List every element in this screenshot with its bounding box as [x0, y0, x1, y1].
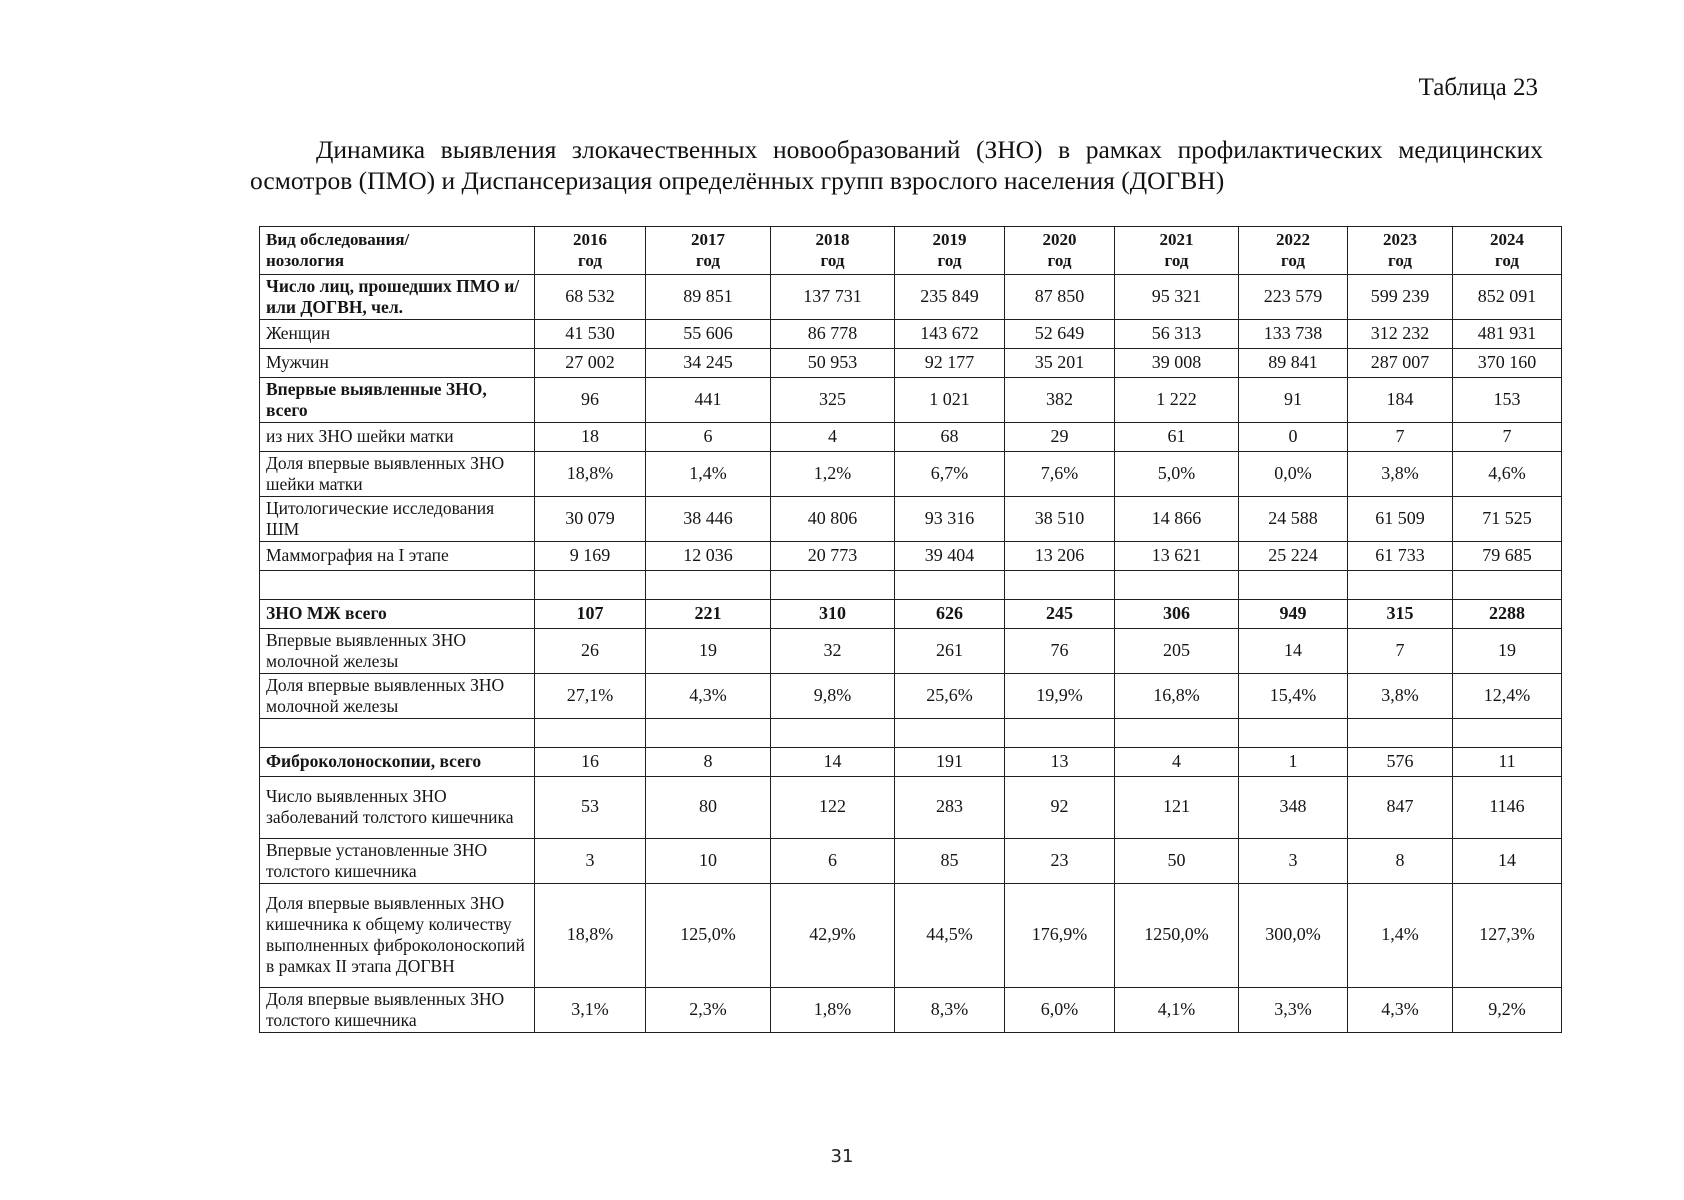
cell-2021: 4,1%	[1115, 987, 1239, 1032]
cell-2023	[1348, 718, 1453, 747]
cell-2019: 143 672	[895, 319, 1005, 348]
cell-2016: 18	[535, 422, 646, 451]
cell-2018: 32	[771, 628, 895, 673]
header-year-value: 2016	[573, 230, 607, 249]
page-number: 31	[830, 1146, 854, 1167]
statistics-table	[259, 226, 1562, 1033]
cell-2022: 133 738	[1239, 319, 1348, 348]
cell-2021: 50	[1115, 838, 1239, 883]
header-year-unit: год	[578, 251, 602, 271]
cell-2017: 10	[646, 838, 771, 883]
cell-2016: 18,8%	[535, 451, 646, 496]
row-label: Впервые выявленные ЗНО, всего	[260, 377, 535, 422]
cell-2017: 221	[646, 599, 771, 628]
cell-2017: 6	[646, 422, 771, 451]
cell-2023: 7	[1348, 422, 1453, 451]
header-year-2018	[771, 227, 895, 275]
header-year-unit: год	[1281, 251, 1305, 271]
header-year-value: 2021	[1159, 230, 1194, 249]
cell-2022: 0	[1239, 422, 1348, 451]
header-year-2020	[1005, 227, 1115, 275]
header-year-value: 2022	[1276, 230, 1310, 249]
cell-2020: 7,6%	[1005, 451, 1115, 496]
cell-2024: 370 160	[1453, 348, 1562, 377]
row-label: Фиброколоноскопии, всего	[260, 747, 535, 776]
header-year-value: 2020	[1042, 230, 1077, 249]
cell-2024: 852 091	[1453, 274, 1562, 319]
cell-2019: 261	[895, 628, 1005, 673]
cell-2019: 92 177	[895, 348, 1005, 377]
header-examination-type-line1: Вид обследования/	[266, 230, 410, 249]
cell-2024: 71 525	[1453, 496, 1562, 541]
row-label: Цитологические исследования ШМ	[260, 496, 535, 541]
cell-2022: 15,4%	[1239, 673, 1348, 718]
cell-2016: 27,1%	[535, 673, 646, 718]
cell-2020: 13	[1005, 747, 1115, 776]
cell-2016: 30 079	[535, 496, 646, 541]
cell-2019: 85	[895, 838, 1005, 883]
cell-2019	[895, 570, 1005, 599]
table-row	[260, 274, 1562, 319]
cell-2019: 235 849	[895, 274, 1005, 319]
cell-2020: 245	[1005, 599, 1115, 628]
table-row	[260, 673, 1562, 718]
cell-2017: 1,4%	[646, 451, 771, 496]
header-year-value: 2019	[932, 230, 967, 249]
cell-2021: 5,0%	[1115, 451, 1239, 496]
cell-2016: 16	[535, 747, 646, 776]
cell-2023: 7	[1348, 628, 1453, 673]
cell-2022	[1239, 570, 1348, 599]
cell-2019: 39 404	[895, 541, 1005, 570]
cell-2021: 61	[1115, 422, 1239, 451]
cell-2021: 205	[1115, 628, 1239, 673]
cell-2024: 1146	[1453, 776, 1562, 838]
cell-2018: 122	[771, 776, 895, 838]
cell-2023: 4,3%	[1348, 987, 1453, 1032]
cell-2021	[1115, 570, 1239, 599]
header-year-2024	[1453, 227, 1562, 275]
cell-2016: 27 002	[535, 348, 646, 377]
cell-2023: 61 733	[1348, 541, 1453, 570]
cell-2017: 55 606	[646, 319, 771, 348]
cell-2020	[1005, 570, 1115, 599]
cell-2016: 3	[535, 838, 646, 883]
cell-2023: 184	[1348, 377, 1453, 422]
cell-2023: 576	[1348, 747, 1453, 776]
table-title: Динамика выявления злокачественных новообразований (ЗНО) в рамках профилактических медицинских осмотров (ПМО) и Диспансеризация определённых групп взрослого населения (ДОГВН)	[250, 135, 1543, 196]
cell-2023: 287 007	[1348, 348, 1453, 377]
cell-2016: 68 532	[535, 274, 646, 319]
cell-2022: 348	[1239, 776, 1348, 838]
cell-2020: 76	[1005, 628, 1115, 673]
row-label: из них ЗНО шейки матки	[260, 422, 535, 451]
cell-2017: 19	[646, 628, 771, 673]
cell-2024: 19	[1453, 628, 1562, 673]
header-year-2019	[895, 227, 1005, 275]
table-row	[260, 451, 1562, 496]
cell-2024: 2288	[1453, 599, 1562, 628]
cell-2018: 325	[771, 377, 895, 422]
cell-2024: 9,2%	[1453, 987, 1562, 1032]
cell-2018: 1,8%	[771, 987, 895, 1032]
table-row	[260, 883, 1562, 987]
row-label	[260, 570, 535, 599]
cell-2022: 949	[1239, 599, 1348, 628]
cell-2016: 107	[535, 599, 646, 628]
header-year-unit: год	[1047, 251, 1072, 271]
cell-2020: 6,0%	[1005, 987, 1115, 1032]
cell-2016	[535, 570, 646, 599]
cell-2023: 3,8%	[1348, 451, 1453, 496]
header-year-unit: год	[937, 251, 962, 271]
cell-2019	[895, 718, 1005, 747]
cell-2018: 20 773	[771, 541, 895, 570]
row-label: Доля впервые выявленных ЗНО толстого кишечника	[260, 987, 535, 1032]
cell-2022: 25 224	[1239, 541, 1348, 570]
table-row	[260, 599, 1562, 628]
cell-2020: 23	[1005, 838, 1115, 883]
table-row	[260, 838, 1562, 883]
cell-2020: 35 201	[1005, 348, 1115, 377]
cell-2021: 306	[1115, 599, 1239, 628]
cell-2018: 310	[771, 599, 895, 628]
row-label: Впервые выявленных ЗНО молочной железы	[260, 628, 535, 673]
cell-2024: 127,3%	[1453, 883, 1562, 987]
table-row	[260, 541, 1562, 570]
header-year-value: 2018	[815, 230, 850, 249]
cell-2024: 79 685	[1453, 541, 1562, 570]
header-year-2017	[646, 227, 771, 275]
table-row	[260, 348, 1562, 377]
cell-2020: 38 510	[1005, 496, 1115, 541]
cell-2024: 4,6%	[1453, 451, 1562, 496]
cell-2022: 223 579	[1239, 274, 1348, 319]
cell-2023: 8	[1348, 838, 1453, 883]
header-year-value: 2023	[1383, 230, 1417, 249]
cell-2023: 1,4%	[1348, 883, 1453, 987]
cell-2019: 191	[895, 747, 1005, 776]
cell-2022: 89 841	[1239, 348, 1348, 377]
header-year-unit: год	[1164, 251, 1189, 271]
cell-2018: 137 731	[771, 274, 895, 319]
table-number-label: Таблица 23	[1418, 74, 1538, 101]
cell-2019: 68	[895, 422, 1005, 451]
cell-2017: 441	[646, 377, 771, 422]
cell-2020: 176,9%	[1005, 883, 1115, 987]
cell-2018: 50 953	[771, 348, 895, 377]
cell-2017: 12 036	[646, 541, 771, 570]
cell-2016: 53	[535, 776, 646, 838]
table-row	[260, 422, 1562, 451]
table-body	[260, 274, 1562, 1032]
row-label: Мужчин	[260, 348, 535, 377]
cell-2018	[771, 718, 895, 747]
cell-2017: 8	[646, 747, 771, 776]
cell-2017: 38 446	[646, 496, 771, 541]
cell-2020: 52 649	[1005, 319, 1115, 348]
cell-2017: 4,3%	[646, 673, 771, 718]
row-label	[260, 718, 535, 747]
cell-2023: 315	[1348, 599, 1453, 628]
cell-2020: 13 206	[1005, 541, 1115, 570]
cell-2024	[1453, 718, 1562, 747]
cell-2024: 481 931	[1453, 319, 1562, 348]
table-header-row	[260, 227, 1562, 275]
header-year-unit: год	[820, 251, 845, 271]
cell-2024	[1453, 570, 1562, 599]
cell-2017: 2,3%	[646, 987, 771, 1032]
table-row	[260, 628, 1562, 673]
cell-2021	[1115, 718, 1239, 747]
cell-2022: 91	[1239, 377, 1348, 422]
cell-2018: 4	[771, 422, 895, 451]
header-year-2023	[1348, 227, 1453, 275]
row-label: Число лиц, прошедших ПМО и/или ДОГВН, чел.	[260, 274, 535, 319]
cell-2021: 39 008	[1115, 348, 1239, 377]
cell-2022: 24 588	[1239, 496, 1348, 541]
table-row	[260, 718, 1562, 747]
cell-2019: 44,5%	[895, 883, 1005, 987]
cell-2017: 34 245	[646, 348, 771, 377]
table-row	[260, 319, 1562, 348]
cell-2023: 847	[1348, 776, 1453, 838]
cell-2023: 3,8%	[1348, 673, 1453, 718]
cell-2020	[1005, 718, 1115, 747]
cell-2018: 86 778	[771, 319, 895, 348]
table-row	[260, 747, 1562, 776]
cell-2019: 8,3%	[895, 987, 1005, 1032]
cell-2024: 153	[1453, 377, 1562, 422]
header-year-unit: год	[696, 251, 720, 271]
cell-2021: 56 313	[1115, 319, 1239, 348]
cell-2020: 19,9%	[1005, 673, 1115, 718]
cell-2018: 40 806	[771, 496, 895, 541]
cell-2018: 9,8%	[771, 673, 895, 718]
cell-2019: 1 021	[895, 377, 1005, 422]
row-label: Число выявленных ЗНО заболеваний толстого кишечника	[260, 776, 535, 838]
cell-2021: 1250,0%	[1115, 883, 1239, 987]
cell-2024: 11	[1453, 747, 1562, 776]
row-label: Женщин	[260, 319, 535, 348]
row-label: Маммография на I этапе	[260, 541, 535, 570]
cell-2018: 42,9%	[771, 883, 895, 987]
cell-2021: 4	[1115, 747, 1239, 776]
cell-2019: 93 316	[895, 496, 1005, 541]
cell-2016: 3,1%	[535, 987, 646, 1032]
cell-2020: 92	[1005, 776, 1115, 838]
table-row	[260, 570, 1562, 599]
cell-2024: 14	[1453, 838, 1562, 883]
cell-2016: 18,8%	[535, 883, 646, 987]
cell-2017: 89 851	[646, 274, 771, 319]
cell-2022: 14	[1239, 628, 1348, 673]
cell-2016: 26	[535, 628, 646, 673]
cell-2020: 382	[1005, 377, 1115, 422]
cell-2017	[646, 570, 771, 599]
row-label: Доля впервые выявленных ЗНО кишечника к общему количеству выполненных фиброколоноскопий в рамках II этапа ДОГВН	[260, 883, 535, 987]
row-label: Доля впервые выявленных ЗНО молочной железы	[260, 673, 535, 718]
header-examination-type	[260, 227, 535, 275]
cell-2024: 12,4%	[1453, 673, 1562, 718]
cell-2021: 13 621	[1115, 541, 1239, 570]
header-year-unit: год	[1388, 251, 1412, 271]
table-row	[260, 987, 1562, 1032]
row-label: Доля впервые выявленных ЗНО шейки матки	[260, 451, 535, 496]
cell-2016: 41 530	[535, 319, 646, 348]
cell-2022: 1	[1239, 747, 1348, 776]
cell-2023: 61 509	[1348, 496, 1453, 541]
cell-2018: 14	[771, 747, 895, 776]
cell-2022	[1239, 718, 1348, 747]
header-year-2022	[1239, 227, 1348, 275]
cell-2019: 283	[895, 776, 1005, 838]
cell-2016: 96	[535, 377, 646, 422]
row-label: ЗНО МЖ всего	[260, 599, 535, 628]
cell-2019: 626	[895, 599, 1005, 628]
header-year-value: 2024	[1490, 230, 1524, 249]
cell-2019: 6,7%	[895, 451, 1005, 496]
cell-2019: 25,6%	[895, 673, 1005, 718]
cell-2022: 0,0%	[1239, 451, 1348, 496]
cell-2017: 80	[646, 776, 771, 838]
cell-2022: 3,3%	[1239, 987, 1348, 1032]
cell-2021: 14 866	[1115, 496, 1239, 541]
header-year-2016	[535, 227, 646, 275]
cell-2018: 6	[771, 838, 895, 883]
header-examination-type-line2: нозология	[266, 251, 345, 271]
cell-2021: 95 321	[1115, 274, 1239, 319]
header-year-value: 2017	[691, 230, 725, 249]
cell-2016: 9 169	[535, 541, 646, 570]
cell-2023: 312 232	[1348, 319, 1453, 348]
table-row	[260, 776, 1562, 838]
cell-2017: 125,0%	[646, 883, 771, 987]
cell-2016	[535, 718, 646, 747]
cell-2023	[1348, 570, 1453, 599]
row-label: Впервые установленные ЗНО толстого кишечника	[260, 838, 535, 883]
cell-2020: 87 850	[1005, 274, 1115, 319]
table-row	[260, 496, 1562, 541]
cell-2021: 121	[1115, 776, 1239, 838]
cell-2018: 1,2%	[771, 451, 895, 496]
cell-2021: 1 222	[1115, 377, 1239, 422]
cell-2017	[646, 718, 771, 747]
cell-2020: 29	[1005, 422, 1115, 451]
header-year-2021	[1115, 227, 1239, 275]
cell-2022: 300,0%	[1239, 883, 1348, 987]
cell-2024: 7	[1453, 422, 1562, 451]
cell-2021: 16,8%	[1115, 673, 1239, 718]
cell-2023: 599 239	[1348, 274, 1453, 319]
table-row	[260, 377, 1562, 422]
cell-2022: 3	[1239, 838, 1348, 883]
header-year-unit: год	[1495, 251, 1519, 271]
cell-2018	[771, 570, 895, 599]
